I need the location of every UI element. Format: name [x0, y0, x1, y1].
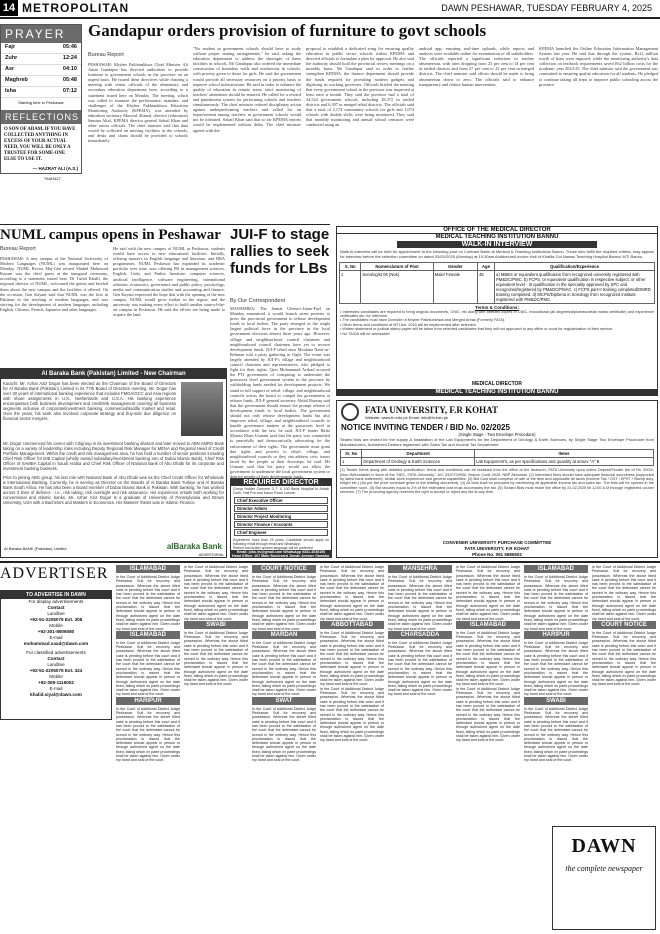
walkin-terms	[337, 310, 657, 336]
required-contact: Retired and Arabic spoken language will be preferred	[233, 546, 313, 551]
story1-col3: proposal to establish a dedicated wing for ensuring quality education in public sector schools within KPEMA and directed officials to formulate a plan for approval. He also said the authority should hold the provincial review meetings on a monthly basis. Mr Gandapur said in order to further strengthen KPEMA, the finance department should provide the funds required for providing modern gadgets and digitising its working processes. Officials briefed the meeting that every government school in the province was inspected at least once a month. They said the province had a total of 34,524 government schools, including 28,372 in settled districts and 6,397 in merged tribal districts. The officials said that a total of 2,174 community schools for girls and 1,074 schools with double shifts were being monitored. They said that monthly monitoring and annual school censuses were conducted using an	[306, 46, 414, 128]
classified-notice: In the Court of Additional District Judge Peshawar. Suit for recovery and possession. Whereas the above titled case is pending before this court and it has been proved to the satisfaction of the court that the defendant cannot be served in the ordinary way. Hence this proclamation is issued that the defendant should appear in person or through authorized agent on the date fixed, failing which ex parte proceedings shall be taken against him. Given under my hand and seal of the court.	[456, 565, 520, 621]
prayer-row	[1, 54, 81, 65]
required-note: Experience more than 25 years. Candidate should apply on following email through email and WhatsApp.	[233, 538, 329, 547]
prayer-time: 04:10	[62, 66, 77, 72]
advertise-box-line: Landline	[47, 611, 65, 616]
walkin-col-header: Age	[477, 262, 494, 270]
classified-column	[252, 565, 316, 931]
portrait-photo	[181, 382, 223, 436]
page-number: 14	[0, 0, 18, 16]
walkin-ad	[336, 226, 658, 396]
advertise-box-line: For classified advertisements	[26, 650, 86, 655]
classified-notice: In the Court of Additional District Judge Peshawar. Suit for recovery and possession. Whereas the above titled case is pending before this court and it has been proved to the satisfaction of the court that the defendant cannot be served in the ordinary way. Hence this proclamation is issued that the defendant should appear in person or through authorized agent on the date fixed, failing which ex parte proceedings shall be taken against him. Given under my hand and seal of the court.	[524, 640, 588, 697]
walkin-col-header: Gender	[433, 262, 477, 270]
classified-notice: In the Court of Additional District Judge Peshawar. Suit for recovery and possession. Whereas the above titled case is pending before this court and it has been proved to the satisfaction of the court that the defendant cannot be served in the ordinary way. Hence this proclamation is issued that the defendant should appear in person or through authorized agent on the date fixed, failing which ex parte proceedings shall be taken against him. Given under my hand and seal of the court.	[184, 630, 248, 687]
classified-notice: In the Court of Additional District Judge Peshawar. Suit for recovery and possession. Whereas the above titled case is pending before this court and it has been proved to the satisfaction of the court that the defendant cannot be served in the ordinary way. Hence this proclamation is issued that the defendant should appear in person or through authorized agent on the date fixed, failing which ex parte proceedings shall be taken against him. Given under my hand and seal of the court.	[388, 575, 452, 631]
walkin-footer1: MEDICAL DIRECTOR	[471, 381, 523, 387]
classified-heading: ISLAMABAD	[116, 631, 180, 639]
classified-column	[456, 565, 520, 931]
story1-col2: "No student in government schools should have to study without proper seating arrangements," he said, asking the education department to address the shortages of these facilities in schools. Mr Gandapur also ordered the immediate construction of boundary walls and washrooms in schools, with priority given to those for girls. He said the government would provide all necessary resources on a priority basis to improve school infrastructure. He said in order to enhance the quality of education in remote areas, strict monitoring of teachers' attendance should be ensured. He called for a reward and punishment system for performing schools and teachers simultaneously. The chief minister ordered disciplinary action against underperforming teachers and called for an improvement among teachers in government schools would not be tolerated. Sohail Khan said that so far KPEMA reports would be implemented without delay. The chief minister agreed with the	[193, 46, 301, 133]
classified-heading: HARIPUR	[116, 697, 180, 705]
advertise-box-line: +92-308-1116002	[38, 680, 74, 685]
advertiser-brand: ADVERTISER	[0, 565, 109, 582]
walkin-title: WALK-IN INTERVIEW	[397, 241, 597, 248]
walkin-term: • No TA/DA will be admissible.	[340, 331, 391, 336]
advertise-box-line: +92-301-8506080	[37, 629, 75, 634]
story3-headline: JUI-F to stage rallies to seek funds for LBs	[230, 226, 330, 277]
albaraka-logo: alBaraka Bank	[166, 542, 222, 551]
advertise-box-line: Mobile	[49, 674, 63, 679]
classified-heading: ISLAMABAD	[456, 621, 520, 629]
classified-heading: COURT NOTICE	[592, 621, 656, 629]
albaraka-advertorial	[0, 368, 227, 558]
classified-notice: In the Court of Additional District Judge Peshawar. Suit for recovery and possession. Whereas the above titled case is pending before this court and it has been proved to the satisfaction of the court that the defendant cannot be served in the ordinary way. Hence this proclamation is issued that the defendant should appear in person or through authorized agent on the date fixed, failing which ex parte proceedings shall be taken against him. Given under my hand and seal of the court.	[320, 565, 384, 621]
fata-title: FATA UNIVERSITY, F.R KOHAT	[365, 404, 498, 415]
walkin-gender: Male/ Female	[433, 270, 477, 303]
divider	[0, 224, 330, 225]
required-office: Head Office: 107 Main Boulevard Jinnah Avenue Gawalar.	[232, 554, 330, 559]
prayer-name: Asr	[5, 66, 15, 72]
advertise-box-line: +92-51-2205075 Ext. 324	[29, 668, 83, 673]
classified-heading: CHARSADDA	[388, 631, 452, 639]
classified-heading: HARIPUR	[524, 631, 588, 639]
prayer-row	[1, 76, 81, 87]
fata-notice: NOTICE INVITING TENDER / BID No. 02/2025	[341, 423, 510, 432]
advertise-box-classified	[1, 650, 111, 698]
classified-notice: In the Court of Additional District Judge Peshawar. Suit for recovery and possession. Whereas the above titled case is pending before this court and it has been proved to the satisfaction of the court that the defendant cannot be served in the ordinary way. Hence this proclamation is issued that the defendant should appear in person or through authorized agent on the date fixed, failing which ex parte proceedings shall be taken against him. Given under my hand and seal of the court.	[116, 706, 180, 763]
classified-notice: In the Court of Additional District Judge Peshawar. Suit for recovery and possession. Whereas the above titled case is pending before this court and it has been proved to the satisfaction of the court that the defendant cannot be served in the ordinary way. Hence this proclamation is issued that the defendant should appear in person or through authorized agent on the date fixed, failing which ex parte proceedings shall be taken against him. Given under my hand and seal of the court.	[252, 575, 316, 631]
classified-heading: ABBOTTABAD	[320, 621, 384, 629]
fata-sno: 1	[341, 458, 362, 466]
advertise-box-line: Contact	[47, 656, 65, 661]
prayer-note: Starting time in Peshawar	[18, 100, 64, 105]
required-email: Email: jobs.vs@gmail.com WhatsApp 0331-4038150	[231, 550, 331, 554]
required-director-ad	[230, 478, 332, 558]
advertise-box-line: Landline	[47, 662, 65, 667]
classified-notice: In the Court of Additional District Judge Peshawar. Suit for recovery and possession. Whereas the above titled case is pending before this court and it has been proved to the satisfaction of the court that the defendant cannot be served in the ordinary way. Hence this proclamation is issued that the defendant should appear in person or through authorized agent on the date fixed, failing which ex parte proceedings shall be taken against him. Given under my hand and seal of the court.	[116, 640, 180, 697]
classified-heading: MANSEHRA	[388, 565, 452, 573]
walkin-term: • Other terms and conditions of MTI Act, 2015 will be implemented after selection.	[340, 322, 477, 327]
story2-col2: He said with the new campus of NUML in Peshawar, students would have access to new educational facilities. Initially, offering master's in English language and literature, and BBA programmes, NUML Peshawar has expanded its academic portfolio over time, now offering BS in management sciences, English, Urdu, and Pashto literature, computer sciences, artificial intelligence, software engineering, international relations, economics, governance and public policy, psychology, media and communication studies and accounting and finance. Gen Kayani expressed the hope that with the opening of the new campus, NUML would grow further in the region, and the university was making every effort to build another state-of-the-art campus in Peshawar. He said the efforts are being made to acquire the land.	[113, 246, 225, 318]
fata-web: Website: www.fu.edu.pk Email: info@fu.edu.pk	[365, 414, 448, 420]
fata-footer2: FATA UNIVERSITY, F.R KOHAT	[464, 546, 530, 551]
story1-col1: PESHAWAR: Khyber Pakhtunkhwa Chief Minister Ali Amin Gandapur has directed authorities to provide furniture to government schools in the province on an urgent basis. He issued these directives while chairing a meeting with senior officials of the elementary and secondary education department here, according to a statement issued here on Monday. The meeting, which was called to examine the performance, mandate, and challenges of the Khyber Pakhtunkhwa Education Monitoring Authority (KPEMA), was attended by education secretary Masood Ahmad, director (education) Samina Altaf, KPEMA director general Sohail Khan and other senior officials. The chief minister said that data would be collected on missing facilities in the schools, and desks and chairs should be provided to schools immediately.	[88, 62, 188, 144]
required-post-item: Director Finance / Accounts	[234, 521, 328, 528]
walkin-col-header: Nomenclature of Post	[361, 262, 433, 270]
walkin-intro: Walk-in-interview will be held for appointment to the following post on Contract Basis at Medical & Teaching Institutions Bannu. Those who fulfill the required criteria, may appear for interview before the selection committee on dated 03/02/2025 (Monday) at 10:30am Auditorium/Lecture Hall of Khalifa Gul Nawaz Teaching Hospital Bannu/ MTI Bannu.	[340, 249, 654, 259]
fata-col-header: Sr. No	[341, 450, 362, 458]
classified-column	[116, 565, 180, 931]
classified-notice: In the Court of Additional District Judge Peshawar. Suit for recovery and possession. Whereas the above titled case is pending before this court and it has been proved to the satisfaction of the court that the defendant cannot be served in the ordinary way. Hence this proclamation is issued that the defendant should appear in person or through authorized agent on the date fixed, failing which ex parte proceedings shall be taken against him. Given under my hand and seal of the court.	[252, 706, 316, 763]
fata-dept: Department of Geology & Earth Sciences	[362, 458, 475, 466]
walkin-inst: MEDICAL TEACHING INSTITUTION BANNU	[435, 234, 559, 240]
reflections-author: — HAZRAT ALI (A.S.)	[32, 166, 78, 171]
classified-notice: In the Court of Additional District Judge Peshawar. Suit for recovery and possession. Whereas the above titled case is pending before this court and it has been proved to the satisfaction of the court that the defendant cannot be served in the ordinary way. Hence this proclamation is issued that the defendant should appear in person or through authorized agent on the date fixed, failing which ex parte proceedings shall be taken against him. Given under my hand and seal of the court.	[184, 565, 248, 621]
story3-body: MANSEHRA: The Jamiat Ulema-i-Islam-Fazl on Monday announced it would launch street protests to press the provincial government to release development funds to local bodies. The party emerged as the single largest political force in the province in the local government elections almost three years ago. However, village and neighbourhood council chairmen and neighbourhood council chairmen have yet to receive development funds, JUI-F tehsil emir Moulana Nasir-ur-Rehman told a party gathering in Oghi. The event was largely attended by JUI-F's village and neighbourhood council chairmen and representatives, who pledged to fight for their rights. Qazi Mohammad Arshad accused the PTI government of conspiring to undermine the grassroots level government system in the province by withholding funds needed for development projects. We stand in full support of tehsil, village, and neighbourhood councils across the board to compel the government to release funds, JUI-F general secretary Abdul Razzaq said that the government should ensure the prompt release of development funds to local bodies. The government should not only release development funds but also empower tehsil, village, and neighbourhood councils to handle governance matters at the grassroots level in accordance with the law, he said. JUI-F leader Hafiz Momin Khan Usmani said that the party was committed to peacefully and democratically advocating for the enforcement of their rights. The government must grant due rights and powers to tehsil, village, and neighbourhood councils or they can address civic issues faced by the people at their doorsteps, he said. Mr Usmani said that his party would not allow the government to undermine the local government system or deprive people of their development funds.	[230, 306, 330, 480]
advertise-box-line: +92-51-2205075 Ext. 308	[29, 617, 83, 622]
albaraka-para1: Karachi: Mr. Azhar Aziz Dogar has been elected as the Chairman of the Board of Directors for Al Baraka Bank (Pakistan) Limited in its 77th Board of Directors meeting. Mr. Dogar has over 30 years of international banking experience that includes FMGA/GCC and Asia regions with share assignments in U.K., Netherlands and U.S.A. His banking experience encompasses both business development and credit/risk management covering all business segments inclusive of corporate/investment banking, commercial/middle market and retail. Over the years, his work also involved corporate strategy and buy-side due diligence on financial sector mergers.	[3, 381, 176, 421]
ad-code: 76AH427	[44, 176, 61, 181]
prayer-row	[1, 87, 81, 98]
prayer-time: 12:24	[62, 55, 77, 61]
prayer-time: 05:48	[62, 77, 77, 83]
fata-col-header: Items	[475, 450, 654, 458]
required-post-item: Chief Engineer	[234, 529, 328, 536]
advertise-box-line: Contact	[47, 605, 65, 610]
walkin-qual: a) MBBS or equivalent qualification from recognized university registered with PM&DC/PMC. b) FCPS, or equivalent qualification in respective subject, or other equivalent level - III qualification in the speciality approved by SPC and recognized/registered by PM&DC/PMAC. c) FCPS part-II training completed/DMRD training completed. d) MCPS/Diploma in Sonology from recognized institute registered with PM&DC/PMC.	[495, 270, 655, 303]
classified-notice: In the Court of Additional District Judge Peshawar. Suit for recovery and possession. Whereas the above titled case is pending before this court and it has been proved to the satisfaction of the court that the defendant cannot be served in the ordinary way. Hence this proclamation is issued that the defendant should appear in person or through authorized agent on the date fixed, failing which ex parte proceedings shall be taken against him. Given under my hand and seal of the court.	[320, 686, 384, 743]
classified-notice: In the Court of Additional District Judge Peshawar. Suit for recovery and possession. Whereas the above titled case is pending before this court and it has been proved to the satisfaction of the court that the defendant cannot be served in the ordinary way. Hence this proclamation is issued that the defendant should appear in person or through authorized agent on the date fixed, failing which ex parte proceedings shall be taken against him. Given under my hand and seal of the court.	[116, 575, 180, 631]
classified-heading: COURT NOTICE	[252, 565, 316, 573]
walkin-terms-title: Terms & Conditions:	[475, 304, 519, 310]
university-seal-icon	[341, 403, 359, 421]
fata-intro: Sealed bids are invited for the supply & installation of the Lab Equipment's for the Department of Geology & Earth Sciences, by Single Stage Two Envelope Procedure from Manufacturers, Authorized Dealers registered with Sales Tax and Income Tax Department.	[340, 437, 654, 447]
advertise-box-line: For display advertisements	[28, 599, 84, 604]
classified-column	[592, 565, 656, 823]
reflections-quote: O SON OF ADAM, IF YOU HAVE COLLECTED ANYTHING IN EXCESS OF YOUR ACTUAL NEED, YOU WILL BE ONLY A TRUSTEE FOR SOME-ONE ELSE TO USE IT.	[4, 127, 76, 162]
walkin-term: • Interested candidates are required to bring original documents, CNIC, etc along with attested copies of CNIC, educational (all degrees/diplomas/detail marks certificate) and experience certificates etc. for interview.	[340, 309, 654, 318]
advertorial-tag: ADVERTORIAL	[198, 553, 224, 557]
story1-headline: Gandapur orders provision of furniture to govt schools	[88, 21, 487, 40]
fata-col-header: Department	[362, 450, 475, 458]
fata-items: Lab Equipment's, as per specifications and quantity at annex "A" B	[475, 458, 654, 466]
prayer-box	[0, 24, 82, 174]
section-title: METROPOLITAN	[22, 1, 130, 15]
walkin-footer2: MEDICAL TEACHING INSTITUTION BANNU	[337, 389, 657, 395]
prayer-row	[1, 43, 81, 54]
albaraka-footer: Al Baraka BANK (Pakistan) Limited	[4, 546, 67, 551]
prayer-times	[1, 43, 81, 98]
prayer-name: Zuhr	[5, 55, 18, 61]
advertise-box-line: E-mail	[49, 686, 63, 691]
story2-byline: Bureau Report	[0, 246, 36, 252]
walkin-sno: 1	[340, 270, 361, 303]
classified-column	[184, 565, 248, 931]
required-post-item: Director Admin	[234, 505, 328, 512]
walkin-table	[339, 262, 655, 304]
classified-notice: In the Court of Additional District Judge Peshawar. Suit for recovery and possession. Whereas the above titled case is pending before this court and it has been proved to the satisfaction of the court that the defendant cannot be served in the ordinary way. Hence this proclamation is issued that the defendant should appear in person or through authorized agent on the date fixed, failing which ex parte proceedings shall be taken against him. Given under my hand and seal of the court.	[456, 630, 520, 687]
required-title: REQUIRED DIRECTOR	[231, 479, 331, 486]
story1-col4: android app, ensuring real-time uploads, while reports and analysis were available online for examination of all stakeholders. The officials reported a significant reduction in teacher absenteeism, with rates dropping from 23 per cent to 14 per cent in settled districts and from 27 per cent to 23 per cent in merged districts. The chief minister said efforts should be made to bring absenteeism down to zero. The officials said to enhance transparency and reduce human intervention,	[419, 46, 534, 87]
advertise-box-line: mohammad.saad@dawn.com	[23, 641, 89, 646]
advertise-box-title: TO ADVERTISE IN DAWN	[1, 591, 111, 599]
walkin-office: OFFICE OF THE MEDICAL DIRECTOR	[337, 227, 657, 234]
fata-footer1: CONVENER UNIVERSITY PURCHASE COMMITTEE	[442, 540, 552, 545]
prayer-time: 07:12	[62, 88, 77, 94]
story2-col1: PESHAWAR: A new campus of the National University of Modern Languages (NUML) was inaugurated here on Monday. NUML Rector Maj-Gen retired Shahid Mahmood Kayani was the chief guest at the inaugural ceremony, according to a statement issued here. Dr Tufail Khalil, the regional director of NUML, welcomed the guests and briefed them about the new campus and the facilities it offered. On the occasion, Gen Kayani said that NUML was the first in Pakistan in the teaching of modern languages, and was striving for the development of modern languages including English, Chinese, French, Japanese and other languages.	[0, 256, 108, 312]
dawn-promo-tagline: the complete newspaper	[565, 864, 643, 873]
advertise-box-line: E-mail	[49, 635, 63, 640]
story1-byline: Bureau Report	[88, 52, 124, 58]
prayer-name: Fajr	[5, 44, 16, 50]
required-post-item: Chief Executive Officer	[234, 497, 328, 504]
advertise-box	[0, 590, 112, 720]
prayer-title: PRAYER	[1, 25, 81, 43]
walkin-col-header: S. No	[340, 262, 361, 270]
albaraka-title: Al Baraka Bank (Pakistan) Limited - New Chairman	[1, 369, 226, 379]
story3-byline: By Our Correspondent	[230, 298, 286, 304]
classified-notice: In the Court of Additional District Judge Peshawar. Suit for recovery and possession. Whereas the above titled case is pending before this court and it has been proved to the satisfaction of the court that the defendant cannot be served in the ordinary way. Hence this proclamation is issued that the defendant should appear in person or through authorized agent on the date fixed, failing which ex parte proceedings shall be taken against him. Given under my hand and seal of the court.	[456, 686, 520, 743]
prayer-time: 05:46	[62, 44, 77, 50]
classified-heading: ISLAMABAD	[116, 565, 180, 573]
classified-notice: In the Court of Additional District Judge Peshawar. Suit for recovery and possession. Whereas the above titled case is pending before this court and it has been proved to the satisfaction of the court that the defendant cannot be served in the ordinary way. Hence this proclamation is issued that the defendant should appear in person or through authorized agent on the date fixed, failing which ex parte proceedings shall be taken against him. Given under my hand and seal of the court.	[388, 640, 452, 697]
classified-heading: SWAT	[252, 697, 316, 705]
classified-heading: SWABI	[524, 697, 588, 705]
fata-table	[340, 449, 654, 466]
advertise-box-display	[1, 599, 111, 647]
dawn-promo-logo: DAWN	[571, 835, 637, 857]
dateline: DAWN PESHAWAR, TUESDAY FEBRUARY 4, 2025	[441, 3, 652, 13]
classified-notice: In the Court of Additional District Judge Peshawar. Suit for recovery and possession. Whereas the above titled case is pending before this court and it has been proved to the satisfaction of the court that the defendant cannot be served in the ordinary way. Hence this proclamation is issued that the defendant should appear in person or through authorized agent on the date fixed, failing which ex parte proceedings shall be taken against him. Given under my hand and seal of the court.	[592, 565, 656, 621]
walkin-term: • The candidates must have Domicile of Khyber Pakhtunkhwa and Merged Areas (Formerly FATA).	[340, 318, 506, 323]
classified-notice: In the Court of Additional District Judge Peshawar. Suit for recovery and possession. Whereas the above titled case is pending before this court and it has been proved to the satisfaction of the court that the defendant cannot be served in the ordinary way. Hence this proclamation is issued that the defendant should appear in person or through authorized agent on the date fixed, failing which ex parte proceedings shall be taken against him. Given under my hand and seal of the court.	[524, 575, 588, 631]
classifieds-rule	[0, 561, 660, 563]
walkin-col-header: Qualification/Experience	[495, 262, 655, 270]
walkin-age: 45	[477, 270, 494, 303]
required-post-item: Director Project Monitoring	[234, 513, 328, 520]
fata-sub: (Single Stage - Two Envelope Procedure)	[458, 432, 536, 437]
classified-notice: In the Court of Additional District Judge Peshawar. Suit for recovery and possession. Whereas the above titled case is pending before this court and it has been proved to the satisfaction of the court that the defendant cannot be served in the ordinary way. Hence this proclamation is issued that the defendant should appear in person or through authorized agent on the date fixed, failing which ex parte proceedings shall be taken against him. Given under my hand and seal of the court.	[524, 706, 588, 763]
required-posts	[231, 496, 331, 538]
advertise-box-line: khalid.siyal@dawn.com	[30, 692, 82, 697]
fata-body: (1) Tender forms along with detailed specification, terms and conditions can be obtained from the office of the treasurer, FATA University upon online Deposit/Tender fee of Rs. 3000/- (Non-Refundable) in favor of the "HEC, FATA University", A/C 3310729930, Branch Code 2026, NBP Akhurwal. (2) Interested firms should have adequate financial soundness (supported by latest bank statement), similar work experience and general capabilities. (3) Bid Cost shall comprise of rate of the item and applicable all taxes (Income Tax / GST / KPST / Stamp duty, freight etc.) (As per the price schedule given in the bidding document). (4) All bids shall be prepared by mentioning all applicable income tax and sales tax. The bids will be opened in the committee room. (5) Bid security equal to 2% of the estimated cost must accompany the bid. (6) Sealed Bids must reach the office by 21.02.2025 till 11:00 A.M through registered courier services. (7) The procuring agency reserves the right to accept or reject any bid at any time.	[340, 468, 654, 495]
prayer-name: Isha	[5, 88, 17, 94]
story1-col5: KPEMA launched the Online Education Information Management System last year. He said that through the system, Rs12 million worth of fines were imposed, while the monitoring authority's data collection on textbook requirements saved Rs2 billion costs for the academic year 2024-25. The chief minister said the government was committed to ensuring quality education for all students. He pledged to continue taking all steps to improve public schooling across the province.	[539, 46, 658, 87]
albaraka-para2: Mr. Dogar commenced his career with Citigroup in its investment banking division and later moved to ABN AMRO Bank taking on a variety of leadership roles including Deputy Regional Risk Manager for MENA and Regional Head of Credit Portfolio Management. Within the credit and risk management area, he has held a number of senior positions including Chief Risk Officer for DIB Capital (wholly owned subsidiary/investment banking arm of Dubai Islamic Bank), Chief Risk Officer of SAMBA Capital in Saudi Arabia and Chief Risk Officer of National Bank of Abu Dhabi for its corporate and investment banking business.	[3, 441, 224, 471]
required-group: Group Holder Concern G.T. & 100 Beds Hospital in Arhab Garh, Hall Pur and Kasur Road Lahore.	[233, 487, 329, 496]
walkin-post: Sonologist 06 (Nos)	[361, 270, 433, 303]
classified-notice: In the Court of Additional District Judge Peshawar. Suit for recovery and possession. Whereas the above titled case is pending before this court and it has been proved to the satisfaction of the court that the defendant cannot be served in the ordinary way. Hence this proclamation is issued that the defendant should appear in person or through authorized agent on the date fixed, failing which ex parte proceedings shall be taken against him. Given under my hand and seal of the court.	[592, 630, 656, 687]
prayer-name: Maghreb	[5, 77, 28, 83]
classified-heading: SWABI	[184, 621, 248, 629]
classified-heading: ISLAMABAD	[524, 565, 588, 573]
reflections-title: REFLECTIONS	[1, 110, 81, 124]
fata-phone: Phone No. 091 5885502	[472, 552, 522, 557]
prayer-row	[1, 65, 81, 76]
classified-notice: In the Court of Additional District Judge Peshawar. Suit for recovery and possession. Whereas the above titled case is pending before this court and it has been proved to the satisfaction of the court that the defendant cannot be served in the ordinary way. Hence this proclamation is issued that the defendant should appear in person or through authorized agent on the date fixed, failing which ex parte proceedings shall be taken against him. Given under my hand and seal of the court.	[320, 630, 384, 687]
story2-headline: NUML campus opens in Peshawar	[0, 227, 221, 243]
header-rule	[0, 17, 660, 19]
classified-heading: MARDAN	[252, 631, 316, 639]
classified-notice: In the Court of Additional District Judge Peshawar. Suit for recovery and possession. Whereas the above titled case is pending before this court and it has been proved to the satisfaction of the court that the defendant cannot be served in the ordinary way. Hence this proclamation is issued that the defendant should appear in person or through authorized agent on the date fixed, failing which ex parte proceedings shall be taken against him. Given under my hand and seal of the court.	[252, 640, 316, 697]
advertise-box-line: Mobile	[49, 623, 63, 628]
classified-column	[388, 565, 452, 931]
dawn-promo	[552, 826, 656, 930]
classified-column	[320, 565, 384, 931]
albaraka-para3: Prior to joining ABG group, his last role with National Bank of Abu Dhabi was as the Chief Credit Officer for Wholesale & International Banking. Currently, he is serving as Director on the Boards of Al Baraka Bank Turkiye and Al Baraka Bank South Africa. He has also been a Board member of Dubai Islamic Bank in Pakistan. With banking, he has worked across 3 lines of defence - i.e., risk taking, risk oversight and risk assurance. His experience entails both working for conventional and Islamic banks. Mr. Azhar Aziz Dogar is a graduate of University of Pennsylvania and Brown University, USA with a Bachelors and Masters in Economics. His Masters' thesis was in Islamic Finance.	[3, 475, 224, 505]
fata-tender-ad	[336, 400, 658, 558]
walkin-term: • Written statement or judicial stamp paper will be taken from selected candidates that they will not approach to any office or court for regularization of their service.	[340, 327, 614, 332]
